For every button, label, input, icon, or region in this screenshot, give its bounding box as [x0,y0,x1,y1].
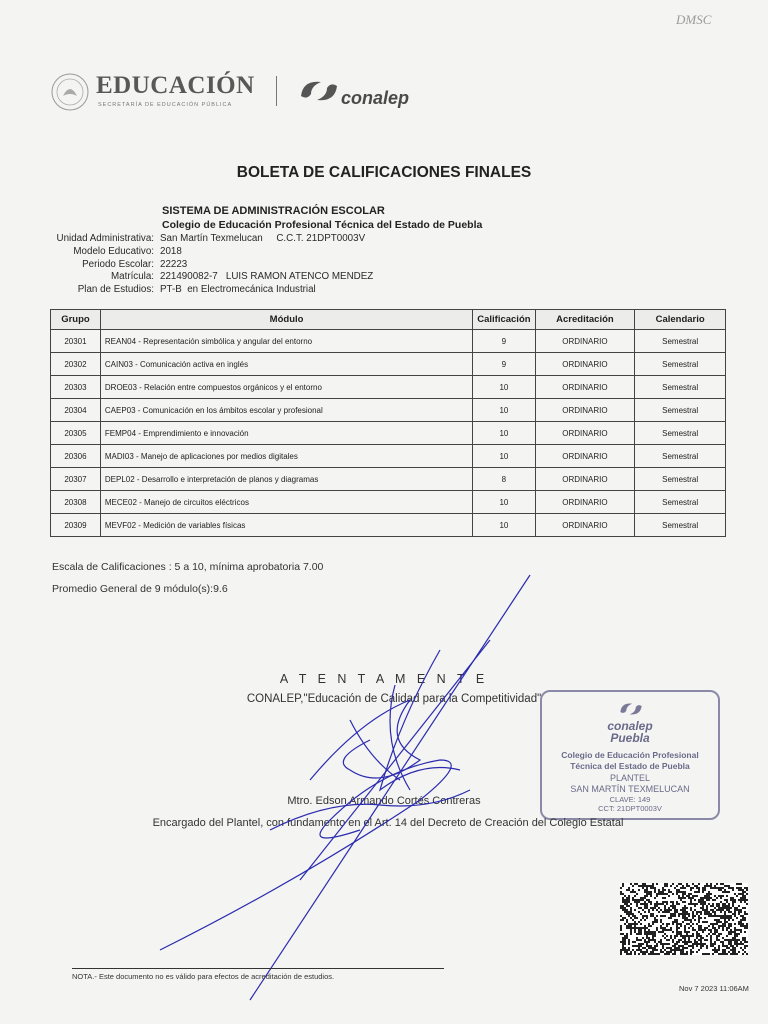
cell-calendario: Semestral [635,330,726,353]
cell-grupo: 20305 [51,422,101,445]
cell-modulo: DEPL02 - Desarrollo e interpretación de planos y diagramas [100,468,472,491]
table-row [51,445,726,468]
cell-calificacion: 10 [473,514,535,537]
cell-grupo: 20309 [51,514,101,537]
cell-calificacion: 9 [473,330,535,353]
cell-modulo: MADI03 - Manejo de aplicaciones por medios digitales [100,445,472,468]
cell-acreditacion: ORDINARIO [535,445,635,468]
closing-atentamente: A T E N T A M E N T E [279,672,489,686]
cell-acreditacion: ORDINARIO [535,353,635,376]
stamp-cct: CCT: 21DPT0003V [598,804,662,813]
stamp-clave: CLAVE: 149 [609,795,651,804]
educacion-wordmark: EDUCACIÓN [96,72,255,99]
table-row [51,399,726,422]
cell-calendario: Semestral [635,514,726,537]
cell-modulo: REAN04 - Representación simbólica y angular del entorno [100,330,472,353]
cell-acreditacion: ORDINARIO [535,376,635,399]
cell-grupo: 20306 [51,445,101,468]
conalep-swirl-icon [297,76,341,106]
table-row [51,376,726,399]
info-value: 22223 [160,259,188,270]
grades-table [50,309,726,537]
cell-calificacion: 9 [473,353,535,376]
info-matricula [0,271,600,284]
qr-barcode [620,883,748,955]
info-label: Plan de Estudios: [77,284,154,295]
info-unidad [0,233,600,246]
system-name: SISTEMA DE ADMINISTRACIÓN ESCOLAR [162,205,385,217]
header-modulo: Módulo [100,310,472,330]
cell-acreditacion: ORDINARIO [535,514,635,537]
cell-calificacion: 8 [473,468,535,491]
grade-scale: Escala de Calificaciones : 5 a 10, mínima aprobatoria 7.00 [52,561,324,573]
cell-calendario: Semestral [635,353,726,376]
cell-modulo: MECE02 - Manejo de circuitos eléctricos [100,491,472,514]
cell-grupo: 20307 [51,468,101,491]
cell-acreditacion: ORDINARIO [535,491,635,514]
info-label: Matrícula: [110,271,154,282]
cell-grupo: 20308 [51,491,101,514]
sep-logo [50,70,265,116]
table-row [51,468,726,491]
cell-calendario: Semestral [635,376,726,399]
table-row [51,353,726,376]
header-calendario: Calendario [635,310,726,330]
sep-subtitle: SECRETARÍA DE EDUCACIÓN PÚBLICA [98,102,233,108]
cell-calendario: Semestral [635,445,726,468]
info-label: Periodo Escolar: [82,259,154,270]
cell-calificacion: 10 [473,399,535,422]
table-header-row [51,310,726,330]
handwritten-reference: DMSC [676,12,712,27]
cell-modulo: MEVF02 - Medición de variables físicas [100,514,472,537]
table-row [51,514,726,537]
institution-motto: CONALEP,"Educación de Calidad para la Competitividad" [246,693,542,705]
cell-grupo: 20302 [51,353,101,376]
table-row [51,330,726,353]
info-label: Modelo Educativo: [73,246,154,257]
stamp-college-line1: Colegio de Educación Profesional [561,750,699,760]
header-calificacion: Calificación [473,310,535,330]
validity-note: NOTA.- Este documento no es válido para efectos de acreditación de estudios. [72,972,335,981]
info-modelo [0,246,600,259]
cell-calificacion: 10 [473,422,535,445]
college-name: Colegio de Educación Profesional Técnica del Estado de Puebla [162,219,483,231]
cell-grupo: 20303 [51,376,101,399]
header-divider [276,76,277,106]
cell-grupo: 20304 [51,399,101,422]
cell-acreditacion: ORDINARIO [535,468,635,491]
info-value: 221490082-7 LUIS RAMON ATENCO MENDEZ [160,271,374,282]
signer-role: Encargado del Plantel, con fundamento en el Art. 14 del Decreto de Creación del Colegio Estatal [152,817,624,829]
cell-acreditacion: ORDINARIO [535,399,635,422]
signer-name: Mtro. Edson Armando Cortés Contreras [287,795,481,807]
info-value: San Martín Texmelucan C.C.T. 21DPT0003V [160,233,366,244]
cell-grupo: 20301 [51,330,101,353]
document-title: BOLETA DE CALIFICACIONES FINALES [236,164,532,181]
header-acreditacion: Acreditación [535,310,635,330]
mexico-seal-icon [50,72,90,112]
print-timestamp: Nov 7 2023 11:06AM [679,984,749,993]
general-average: Promedio General de 9 módulo(s):9.6 [52,583,228,595]
cell-calificacion: 10 [473,376,535,399]
cell-calificacion: 10 [473,445,535,468]
stamp-campus: SAN MARTÍN TEXMELUCAN [570,784,690,794]
stamp-brand: conalep [607,719,653,733]
info-value: 2018 [160,246,182,257]
header-grupo: Grupo [51,310,101,330]
conalep-logo [297,72,427,112]
cell-calendario: Semestral [635,399,726,422]
info-label: Unidad Administrativa: [56,233,154,244]
cell-calendario: Semestral [635,491,726,514]
cell-modulo: CAEP03 - Comunicación en los ámbitos escolar y profesional [100,399,472,422]
cell-calendario: Semestral [635,422,726,445]
cell-calendario: Semestral [635,468,726,491]
info-plan [0,284,600,297]
cell-calificacion: 10 [473,491,535,514]
cell-acreditacion: ORDINARIO [535,422,635,445]
stamp-college-line2: Técnica del Estado de Puebla [570,761,690,771]
cell-modulo: FEMP04 - Emprendimiento e innovación [100,422,472,445]
stamp-state: Puebla [610,731,650,745]
table-row [51,491,726,514]
cell-acreditacion: ORDINARIO [535,330,635,353]
stamp-plantel: PLANTEL [609,773,651,783]
footer-rule [72,968,444,969]
conalep-wordmark: conalep [341,88,410,108]
info-value: PT-B en Electromecánica Industrial [160,284,316,295]
cell-modulo: DROE03 - Relación entre compuestos orgánicos y el entorno [100,376,472,399]
cell-modulo: CAIN03 - Comunicación activa en inglés [100,353,472,376]
conalep-swirl-icon [618,700,644,718]
table-row [51,422,726,445]
